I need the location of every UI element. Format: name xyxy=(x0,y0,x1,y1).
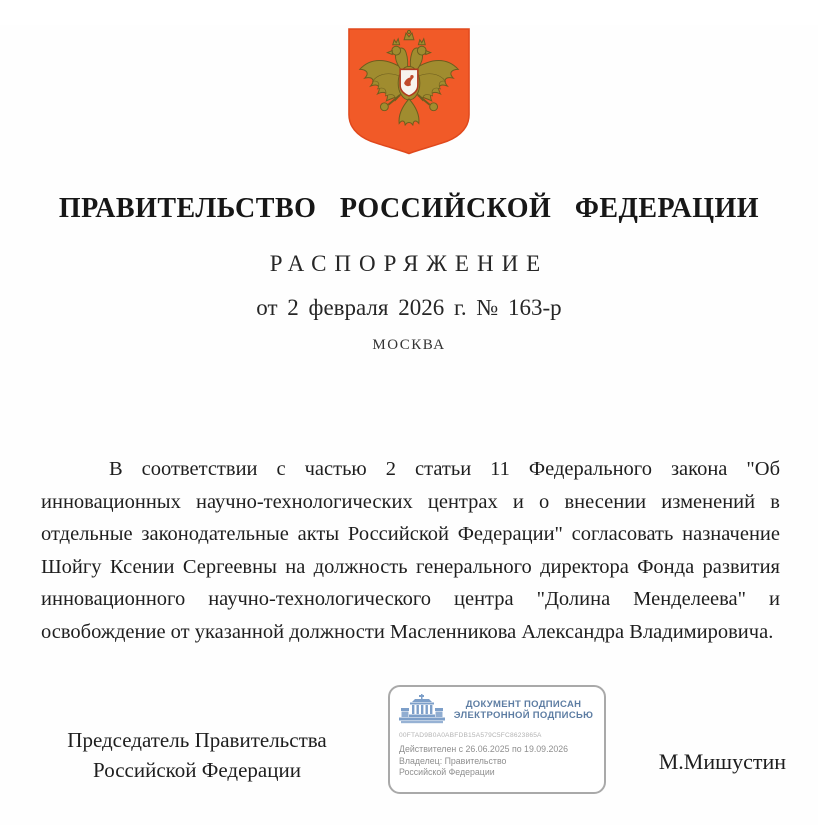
government-building-icon xyxy=(399,694,445,726)
signer-title xyxy=(32,725,362,785)
stamp-header xyxy=(399,694,595,726)
document-city: МОСКВА xyxy=(372,337,446,353)
issuer-title: ПРАВИТЕЛЬСТВО РОССИЙСКОЙ ФЕДЕРАЦИИ xyxy=(58,193,760,224)
rider-shield xyxy=(400,69,418,96)
document-type-heading: РАСПОРЯЖЕНИЕ xyxy=(269,251,549,276)
decree-document-page xyxy=(0,25,818,825)
decree-body-text: В соответствии с частью 2 статьи 11 Федерального закона "Об инновационных научно-технологических центрах и о внесении изменений в отдельные законодательные акты Российской Федерации" согласовать назначение Шойгу Ксении Сергеевны на должность генерального директора Фонда развития инновационного научно-технологического центра "Долина Менделеева" и освобождение от указанной должности Масленникова Александра Владимировича. xyxy=(41,458,780,643)
russia-coat-of-arms-icon xyxy=(345,25,473,157)
stamp-certificate-number: 00FTAD9B0A0ABFDB15A579C5FC8623865A xyxy=(399,732,542,739)
stamp-owner: Владелец: Правительство Российской Федерации xyxy=(399,756,507,777)
stamp-title xyxy=(452,699,595,722)
stamp-validity-dates: Действителен с 26.06.2025 по 19.09.2026 xyxy=(399,744,569,754)
signer-title-line1: Председатель Правительства xyxy=(67,728,327,752)
stamp-title-line2: ЭЛЕКТРОННОЙ ПОДПИСЬЮ xyxy=(453,710,594,721)
signer-title-line2: Российской Федерации xyxy=(93,758,301,782)
stamp-title-line1: ДОКУМЕНТ ПОДПИСАН xyxy=(465,698,582,710)
signer-name: М.Мишустин xyxy=(658,749,786,774)
electronic-signature-stamp xyxy=(388,685,606,794)
document-date-number: от 2 февраля 2026 г. № 163-р xyxy=(256,295,562,320)
